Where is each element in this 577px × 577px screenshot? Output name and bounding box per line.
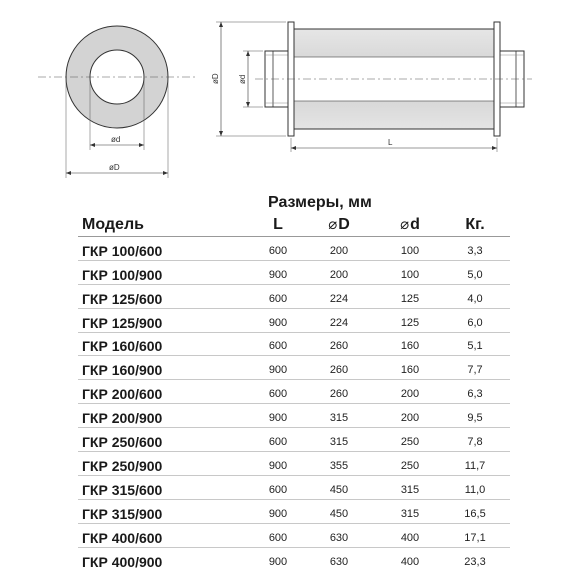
cell-length: 900 (258, 356, 298, 380)
cell-model: ГКР 125/900 (78, 308, 258, 332)
inner-diameter-label: ød (111, 135, 121, 144)
cell-inner-diameter: 160 (380, 332, 440, 356)
cell-weight: 16,5 (440, 499, 510, 523)
cell-length: 600 (258, 475, 298, 499)
cell-outer-diameter: 630 (298, 523, 380, 547)
cell-outer-diameter: 224 (298, 308, 380, 332)
cell-inner-diameter: 125 (380, 284, 440, 308)
table-row (78, 523, 510, 547)
cell-length: 600 (258, 428, 298, 452)
cell-length: 900 (268, 555, 288, 568)
cell-length: 600 (258, 284, 298, 308)
cell-model: ГКР 200/900 (78, 404, 258, 428)
table-row (78, 475, 510, 499)
table-row (78, 237, 510, 261)
header-outer-diameter (298, 212, 380, 237)
diameter-icon: ⌀ (328, 216, 338, 233)
cell-length: 900 (258, 499, 298, 523)
cell-weight: 7,7 (440, 356, 510, 380)
cell-inner-diameter: 250 (380, 452, 440, 476)
units-title: Размеры, мм (268, 194, 372, 211)
header-inner-diameter-text: d (410, 216, 420, 233)
table-row (78, 356, 510, 380)
cell-outer-diameter: 260 (298, 332, 380, 356)
table-row (78, 404, 510, 428)
cell-outer-diameter: 260 (298, 380, 380, 404)
cell-weight: 5,1 (440, 332, 510, 356)
cell-length: 600 (258, 332, 298, 356)
cell-outer-diameter: 200 (298, 237, 380, 261)
length-label: L (388, 138, 393, 147)
header-inner-diameter (380, 212, 440, 237)
cell-model: ГКР 125/600 (78, 284, 258, 308)
cell-inner-diameter: 200 (380, 404, 440, 428)
cell-weight: 23,3 (464, 555, 486, 568)
cell-inner-diameter: 400 (400, 555, 420, 568)
cell-inner-diameter: 250 (380, 428, 440, 452)
cell-outer-diameter: 200 (298, 260, 380, 284)
cell-outer-diameter: 260 (298, 356, 380, 380)
cell-outer-diameter: 315 (298, 404, 380, 428)
dimensions-table (78, 190, 510, 571)
cell-inner-diameter: 200 (380, 380, 440, 404)
cell-weight: 11,0 (440, 475, 510, 499)
cell-model: ГКР 200/600 (78, 380, 258, 404)
table-row (78, 260, 510, 284)
cell-weight: 17,1 (440, 523, 510, 547)
cell-model: ГКР 160/600 (78, 332, 258, 356)
cell-model: ГКР 100/900 (78, 260, 258, 284)
cell-model: ГКР 315/900 (78, 499, 258, 523)
outer-diameter-label: øD (109, 163, 120, 172)
cell-length: 900 (258, 452, 298, 476)
cell-length: 600 (258, 237, 298, 261)
cell-model: ГКР 100/600 (78, 237, 258, 261)
cell-inner-diameter: 315 (380, 475, 440, 499)
cell-weight: 6,0 (440, 308, 510, 332)
cell-weight: 9,5 (440, 404, 510, 428)
side-outer-diameter-label: øD (211, 73, 220, 84)
table-row (78, 308, 510, 332)
cell-length: 900 (258, 308, 298, 332)
header-model: Модель (78, 212, 258, 237)
table-row (78, 499, 510, 523)
cell-model: ГКР 250/600 (78, 428, 258, 452)
table-row (78, 380, 510, 404)
cell-outer-diameter: 450 (298, 499, 380, 523)
table-row (78, 452, 510, 476)
cell-model: ГКР 315/600 (78, 475, 258, 499)
front-view (38, 26, 196, 178)
cell-length: 600 (258, 523, 298, 547)
cell-inner-diameter: 160 (380, 356, 440, 380)
cell-weight: 7,8 (440, 428, 510, 452)
cell-weight: 11,7 (440, 452, 510, 476)
diameter-icon: ⌀ (400, 216, 410, 233)
table-row (78, 428, 510, 452)
cell-inner-diameter: 125 (380, 308, 440, 332)
cell-outer-diameter: 224 (298, 284, 380, 308)
cell-weight: 3,3 (440, 237, 510, 261)
table-row (78, 284, 510, 308)
cell-inner-diameter: 315 (380, 499, 440, 523)
table-row (78, 547, 510, 571)
cell-weight: 6,3 (440, 380, 510, 404)
table-row (78, 332, 510, 356)
table-body (78, 237, 510, 571)
cell-inner-diameter: 100 (380, 260, 440, 284)
header-weight: Кг. (440, 212, 510, 237)
side-inner-diameter-label: ød (238, 74, 247, 84)
cell-outer-diameter: 450 (298, 475, 380, 499)
header-length: L (258, 212, 298, 237)
cell-outer-diameter: 355 (298, 452, 380, 476)
cell-outer-diameter: 315 (298, 428, 380, 452)
cell-length: 600 (258, 380, 298, 404)
cell-inner-diameter: 100 (380, 237, 440, 261)
cell-model: ГКР 250/900 (78, 452, 258, 476)
cell-model: ГКР 400/600 (78, 523, 258, 547)
side-view (211, 22, 532, 152)
cell-weight: 5,0 (440, 260, 510, 284)
cell-model: ГКР 160/900 (78, 356, 258, 380)
header-outer-diameter-text: D (338, 216, 350, 233)
technical-drawing (0, 0, 577, 200)
cell-inner-diameter: 400 (380, 523, 440, 547)
cell-outer-diameter: 630 (329, 555, 349, 568)
cell-length: 900 (258, 404, 298, 428)
cell-length: 900 (258, 260, 298, 284)
cell-model: ГКР 400/900 (82, 553, 163, 570)
cell-weight: 4,0 (440, 284, 510, 308)
